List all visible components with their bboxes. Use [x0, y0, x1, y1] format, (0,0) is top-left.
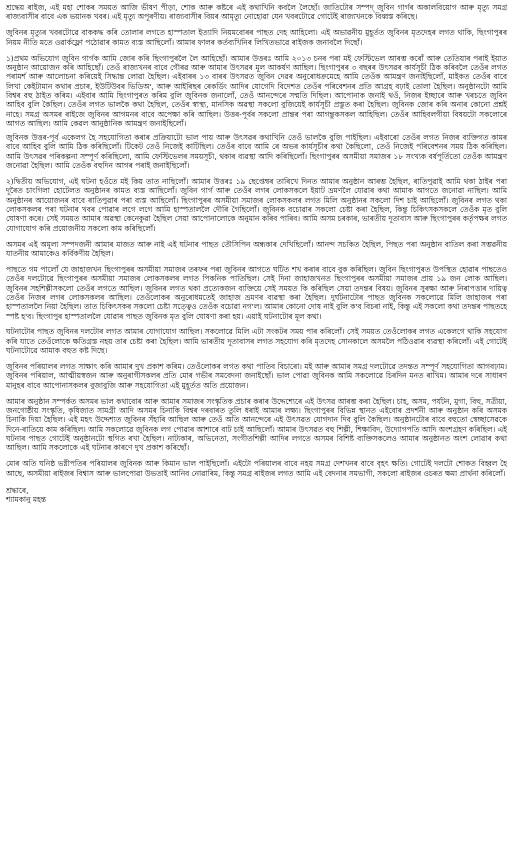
closing: শ্ৰদ্ধাৰে,: [6, 486, 29, 496]
paragraph-intro: শ্ৰদ্ধেয় ৰাইজ, এই মহা শোকৰ সময়ত আজি ভীষণ পীড়া, শোক আৰু কষ্টৰে এই কথাখিনি কবলৈ লৈছোঁ। জাতিটোৰ সম্পদ্ জুবিন গাৰ্গৰ অকালবিয়োগ আৰু মৃত্যু সমগ্ৰ ৰাজ্যবাসীৰ বাবে এক ভয়ানক খবৰ। এই মৃত্যু অপূৰণীয়। ৰাজ্যবাসীৰ বিয়ৰ আমৃত্যু নোহোৱা যেন খবৰটোৱে গোটেই ৰাজ্যখনকে বিধ্বস্ত কৰিছে।: [6, 3, 507, 22]
paragraph-loss: অসমৰ এই অমূল্য সম্পদজনী আমাৰ মাজত আৰু নাই এই ঘটনাৰ পাছত তৌসিপিন অন্ধকাৰ দেখিছিলোঁ। আনন্দ সচকিত হৈছিল, পিছত পৰা অনুষ্ঠান বাতিল কৰা সম্ভৱনীয় যাতনীয় আমাকেও কৰ্বিকণীয় হৈছিল।: [6, 239, 507, 258]
paragraph-yacht: পাছতে গম পালোঁ যে জাহাজখন ছিংগাপুৰৰ অসমীয়া সমাজৰ তৰফৰ পৰা জুবিনৰ আগতে ঘটিত শখ কৰাৰ বাবে বুক কৰিছিল। জুবিন ছিংগাপুৰত উপস্থিত হোৱাৰ পাছতেও তেওঁৰ দলটোৱে ছিংগাপুৰৰ অসমীয়া সমাজৰ লোকসকলৰ লগত পিকনিক পাতিছিল। সেই দিনা জাহাজখনত ছিংগাপুৰৰ অসমীয়া সমাজৰ প্ৰায় ১৯ জন লোক আছিল। জুবিনৰ সহশিল্পীসকলো তেওঁৰ লগতে আছিল। জুবিনৰ লগত থকা প্ৰত্যেকজন ব্যক্তিয়ে সেই সময়ত কি কৰিছিল সেয়া তদন্তৰ বিষয়। জুবিনৰ সুৰক্ষা আৰু নিৰাপত্তাৰ দায়িত্ব তেওঁৰ নিজৰ লগৰ লোকসকলৰ আছিল। তেওঁলোকৰ অনুৰোধমতেই জাহাজ ভ্ৰমণৰ ব্যৱস্থা কৰা হৈছিল। দুৰ্ঘটনাটোৰ পাছত জুবিনক সকলোৱে মিলি জাহাজৰ পৰা হাস্পতাললৈ নিয়া হৈছিল। তাত চিকিৎসকৰ সকলো চেষ্টা সত্ত্বেও তেওঁক বচোৱা নগ'ল। আমাৰ কোনো দোষ নাই বুলি ক'ব বিচৰা নাই, কিন্তু এই সকলো কথা তদন্তৰ পাছতহে স্পষ্ট হ'ব। ছিংগাপুৰ হাস্পতাললৈ যোৱাৰ পাছত জুবিনক মৃত বুলি ঘোষণা কৰা হয়। এয়াই ঘটনাটোৰ মূল কথা।: [6, 264, 507, 321]
paragraph-news: জুবিনৰ মৃত্যুৰ খবৰটোৱে বাককদ্ধ কৰি তোলাৰ লগতে হাস্পতাল ইত্যাদি নিয়মবোৰৰ পাছত দেহ আহিলো। এই অভাৱনীয় মুহূৰ্তত জুবিনৰ মৃতদেহৰ লগত থাকি, ছিংগাপুৰৰ নিয়ম নীতি মতে ওৱাৰ্কফ্লো পঠোৱাৰ কামত ব্যস্ত আছিলোঁ। আমাৰ ফালৰ কৰ্তব্যখিনিৰ লিখিতভাৱে ৰাইজক জনাবলৈ দিছোঁ।: [6, 28, 507, 47]
paragraph-family: জুবিনৰ পৰিয়ালৰ লগত সাক্ষাৎ কৰি আমাৰ দুখ প্ৰকাশ কৰিম। তেওঁলোকৰ লগত কথা পাতিব বিচাৰো। মই আৰু আমাৰ সমগ্ৰ দলটোৱে তদন্তত সম্পূৰ্ণ সহযোগিতা আগবঢ়াম। জুবিনৰ পৰিয়াল, আত্মীয়স্বজন আৰু অনুৰাগীসকলৰ প্ৰতি মোৰ গভীৰ সমবেদনা জনাইছোঁ। ভাল পোৱা জুবিনক আমি সকলোৱে চিৰদিন মনত ৰাখিম। আমাৰ দৰে সাধাৰণ মানুহৰ বাবে আপোনাসকলৰ বুজাবুজি আৰু সহযোগিতা এই মুহূৰ্তত অতি প্ৰয়োজন।: [6, 362, 507, 390]
paragraph-aftermath: ঘটনাটোৰ পাছত জুবিনৰ দলটোৰ লগত আমাৰ যোগাযোগ আছিল। সকলোৱে মিলি এটা সংকটৰ সময় পাৰ কৰিলোঁ। সেই সময়ত তেওঁলোকৰ লগত একেলগে থাকি সহযোগ কৰি যাতে তেওঁলোকে ক্ষতিগ্ৰস্ত নহয় তাৰ চেষ্টা কৰা হৈছিল। আমি ভাৰতীয় দূতাবাসৰ লগত সহযোগ কৰি মৃতদেহ সোনকালে অসমলৈ পঠিওৱাৰ ব্যৱস্থা কৰিলোঁ। এই গোটেই ঘটনাটোৱে আমাক বহুত কষ্ট দিছে।: [6, 327, 507, 356]
signature-block: [6, 486, 507, 505]
paragraph-allegation-1-cont: জুবিনক উত্তৰ-পূৰ্ব একেলগ হৈ সহযোগিতা কৰাৰ প্ৰক্ৰিয়াটো ভাল পায় আৰু উৎসৱৰ কথাখিনি তেওঁ ভালকৈ বুজি পাইছিল। এইবাৰো তেওঁৰ লগত নিজৰ ব্যক্তিগত কামৰ বাবে আহিব বুলি আমি ঠিক কৰিছিলোঁ। টিকেট তেওঁ নিজেই কাটিছিল। তেওঁৰ বাবে আমি ৰে অভৰ কাৰ্যসূচীৰ কথা কৈছিলো, তেওঁ নিজেই পৰিবেশনৰ সময় ঠিক কৰিছিল। আমি উৎসৱৰ পৰিকল্পনা সম্পূৰ্ণ কৰিছিলো, আমি ফেস্টিভেলৰ সময়সূচী, থকাৰ ব্যৱস্থা আদি কৰিছিলোঁ। ছিংগাপুৰৰ অসমীয়া সমাজৰ ১৮ সংখ্যক বৰ্ষপূৰ্তিতো তেওঁক আমন্ত্ৰণ জনোৱা হৈছিল। আমি তেওঁক বহুদিন আগৰ পৰাই জনাইছিলোঁ।: [6, 132, 507, 170]
paragraph-festival: আমাৰ অনুষ্ঠান সম্পৰ্কত অসমৰ ভাল কথাবোৰ আৰু আমাৰ সমাজৰ সংস্কৃতিক প্ৰচাৰ কৰাৰ উদ্দেশ্যেৰে এই উৎসৱ আৰম্ভ কৰা হৈছিল। চাহ, অসম, পৰ্যটন, মুগা, বিহু, সত্ৰীয়া, জনগোষ্ঠীয় সংস্কৃতি, কৃষিজাত সামগ্ৰী আদি অসমৰ চিনাকি বিশ্বৰ দৰবাৰত তুলি ধৰাই আমাৰ লক্ষ্য। ছিংগাপুৰৰ বিভিন্ন স্থানত এইবোৰ প্ৰদৰ্শনী আৰু অনুষ্ঠান কৰি অসমক চিনাকি দিয়া হৈছিল। এই মহৎ উদ্দেশ্যত জুবিনৰ সঁহাৰি আছিল আৰু তেওঁ অতি আনন্দেৰে এই উৎসৱত যোগদান দিব বুলি কৈছিল। অনুষ্ঠানটোৰ বাবে বহুতো স্বেচ্ছাসেৱকে দিনে-ৰাতিয়ে কাম কৰিছিল। আমি সকলোৱে জুবিনক লগ পোৱাৰ আশাৰে বাট চাই আছিলোঁ। আমাৰ উৎসৱত বহু শিল্পী, শিক্ষাবিদ, উদ্যোগপতি আদি অংশগ্ৰহণ কৰিছিল। এই ঘটনাৰ পাছত গোটেই অনুষ্ঠানটো স্থগিত ৰখা হৈছিল। নাট্যকাৰ, অভিনেতা, সংগীতশিল্পী আদিৰ লগতে অসমৰ বিশিষ্ট ব্যক্তিসকলেও আমাৰ অনুষ্ঠানত অংশ লোৱাৰ কথা আছিল। আমি সকলোকে এই ঘটনাৰ কাৰণে দুখ প্ৰকাশ কৰিছোঁ।: [6, 396, 507, 453]
paragraph-allegation-1: ১)প্ৰথম অভিযোগ জুবিন গাৰ্গক আমি জোৰ কৰি ছিংগাপুৰলৈ লৈ আহিছোঁ। আমাৰ উত্তৰঃ আমি ২০১৩ চনৰ পৰা মই ফেস্টিভেল আৰম্ভ কৰোঁ আৰু তেতিয়াৰ পৰাই ইয়াত অনুষ্ঠান আয়োজন কৰি আহিছোঁ। তেওঁ ৰাজ্যখনৰ বাবে গৌৰৱ আৰু আমাৰ উৎসৱৰ মূল আকৰ্ষণ আছিল। ছিংগাপুৰৰ ৩ বছৰৰ উৎসৱৰ কাৰ্যসূচী ঠিক কৰিবলৈ তেওঁৰ লগত পৰামৰ্শ আৰু আলোচনা কৰিয়েই সিদ্ধান্ত লোৱা হৈছিল। এইবাৰৰ ১৩ বাৰৰ উৎসৱত জুবিন দেৱৰ অনুৰোধক্ৰমেহে আমি তেওঁক আমন্ত্ৰণ জনাইছিলোঁ, মাইকত তেওঁৰ বাবে লিখা কেইটামান কথাৰ প্ৰচাৰ, ইউটিউবৰ ভিডিঅ', আৰু আইৰিছৰ ৰেকৰ্ডিং আদিৰ যোগেদি বিদেশত তেওঁৰ পৰিবেশনৰ প্ৰতি আগ্ৰহ বঢ়াই তোলা হৈছিল। অনুষ্ঠানটো আমি বিশ্বৰ বহু ঠাইত কৰিম। এইবাৰ আমি ছিংগাপুৰত কৰিম বুলি জুবিনক জনালোঁ, তেওঁ আনন্দেৰে সন্মতি দিছিল। আপোনাক জনাই থওঁ, নিজৰ ইচ্ছাৰে আৰু খৰচতে জুবিন আহিব বুলি কৈছিল। তেওঁৰ লগত ভালকৈ কথা হৈছিল, তেওঁৰ স্বাস্থ্য, মানসিক অৱস্থা সকলো বুজিয়েই কাৰ্যসূচী প্ৰস্তুত কৰা হৈছিল। জুবিনক জোৰ কৰি অনাৰ কোনো প্ৰশ্নই নাহে। সমগ্ৰ অসমৰ ৰাইজে জুবিনৰ আগমনৰ বাবে অপেক্ষা কৰি আছিল। উত্তৰ-পূৰ্বৰ সকলো প্ৰান্তৰ পৰা আগন্তুকসকল আহিছিল। তেওঁৰ আহিবলগীয়া বিষয়টো সকলোৰে আগত আছিল। আমি কেৱল আনুষ্ঠানিক আমন্ত্ৰণ জনাইছিলোঁ।: [6, 53, 507, 128]
letter: [6, 3, 507, 505]
signature: শ্যামকানু মহন্ত: [6, 495, 46, 505]
paragraph-apology: মোৰ অতি ঘনিষ্ঠ ভগ্নীপতিৰ পৰিয়ালৰ জুবিনক আৰু কিমান ভাল পাইছিলোঁ। এইটো পৰিয়ালৰ বাবে নহয় সমগ্ৰ দেশখনৰ বাবে বৃহৎ ক্ষতি। গোটেই দলটো শোকত বিহ্বল হৈ আছে, অসমীয়া ৰাইজৰ বিশ্বাস আৰু ভালপোৱা উভতাই আনিব নোৱাৰিম, কিন্তু সমগ্ৰ ৰাইজৰ লগত আমি এই বেদনাৰ সমভাগী, সকলো ৰাইজৰ ওচৰত ক্ষমা প্ৰাৰ্থনা কৰিলোঁ।: [6, 459, 507, 478]
paragraph-allegation-2: ২)দ্বিতীয় অভিযোগ, এই ঘটনা হওঁতে মই কিয় তাত নাছিলোঁ। আমাৰ উত্তৰঃ ১৯ ছেপ্তেম্বৰ তাৰিখে দিনত আমাৰ অনুষ্ঠান আৰম্ভ হৈছিল, ৰাতিপুৱাই আমি থকা ঠাইৰ পৰা দূৰৈত চাংগিলা হোটেলত অনুষ্ঠানৰ কামত ব্যস্ত আছিলোঁ। জুবিন গাৰ্গ আৰু তেওঁৰ লগৰ লোকসকলে ইয়াট ভ্ৰমণলৈ যোৱাৰ কথা আমাক আগতে জনোৱা নাছিল। আমি অনুষ্ঠানৰ আয়োজনৰ বাবে ৰাতিপুৱাৰ পৰা ব্যস্ত আছিলোঁ। ছিংগাপুৰৰ অসমীয়া সমাজৰ লোকসকলৰ লগত মিলি অনুষ্ঠানৰ সকলো দিশ চাই আছিলোঁ। জুবিনৰ লগত থকা লোকসকলৰ পৰা ঘটনাৰ খবৰ পোৱাৰ লগে লগে আমি হাস্পতাললৈ দৌৰি গৈছিলোঁ। জুবিনক বচোৱাৰ সকলো চেষ্টা কৰা হৈছিল, কিন্তু চিকিৎসকসকলে তেওঁক মৃত বুলি ঘোষণা কৰে। সেই সময়ত আমাৰ অৱস্থা কেনেকুৱা হৈছিল সেয়া আপোনালোকে অনুমান কৰিব পাৰিব। আমি অসম চৰকাৰ, ভাৰতীয় দূতাবাস আৰু ছিংগাপুৰৰ কৰ্তৃপক্ষৰ লগত যোগাযোগ কৰি প্ৰয়োজনীয় সকলো কাম কৰিছিলোঁ।: [6, 176, 507, 233]
